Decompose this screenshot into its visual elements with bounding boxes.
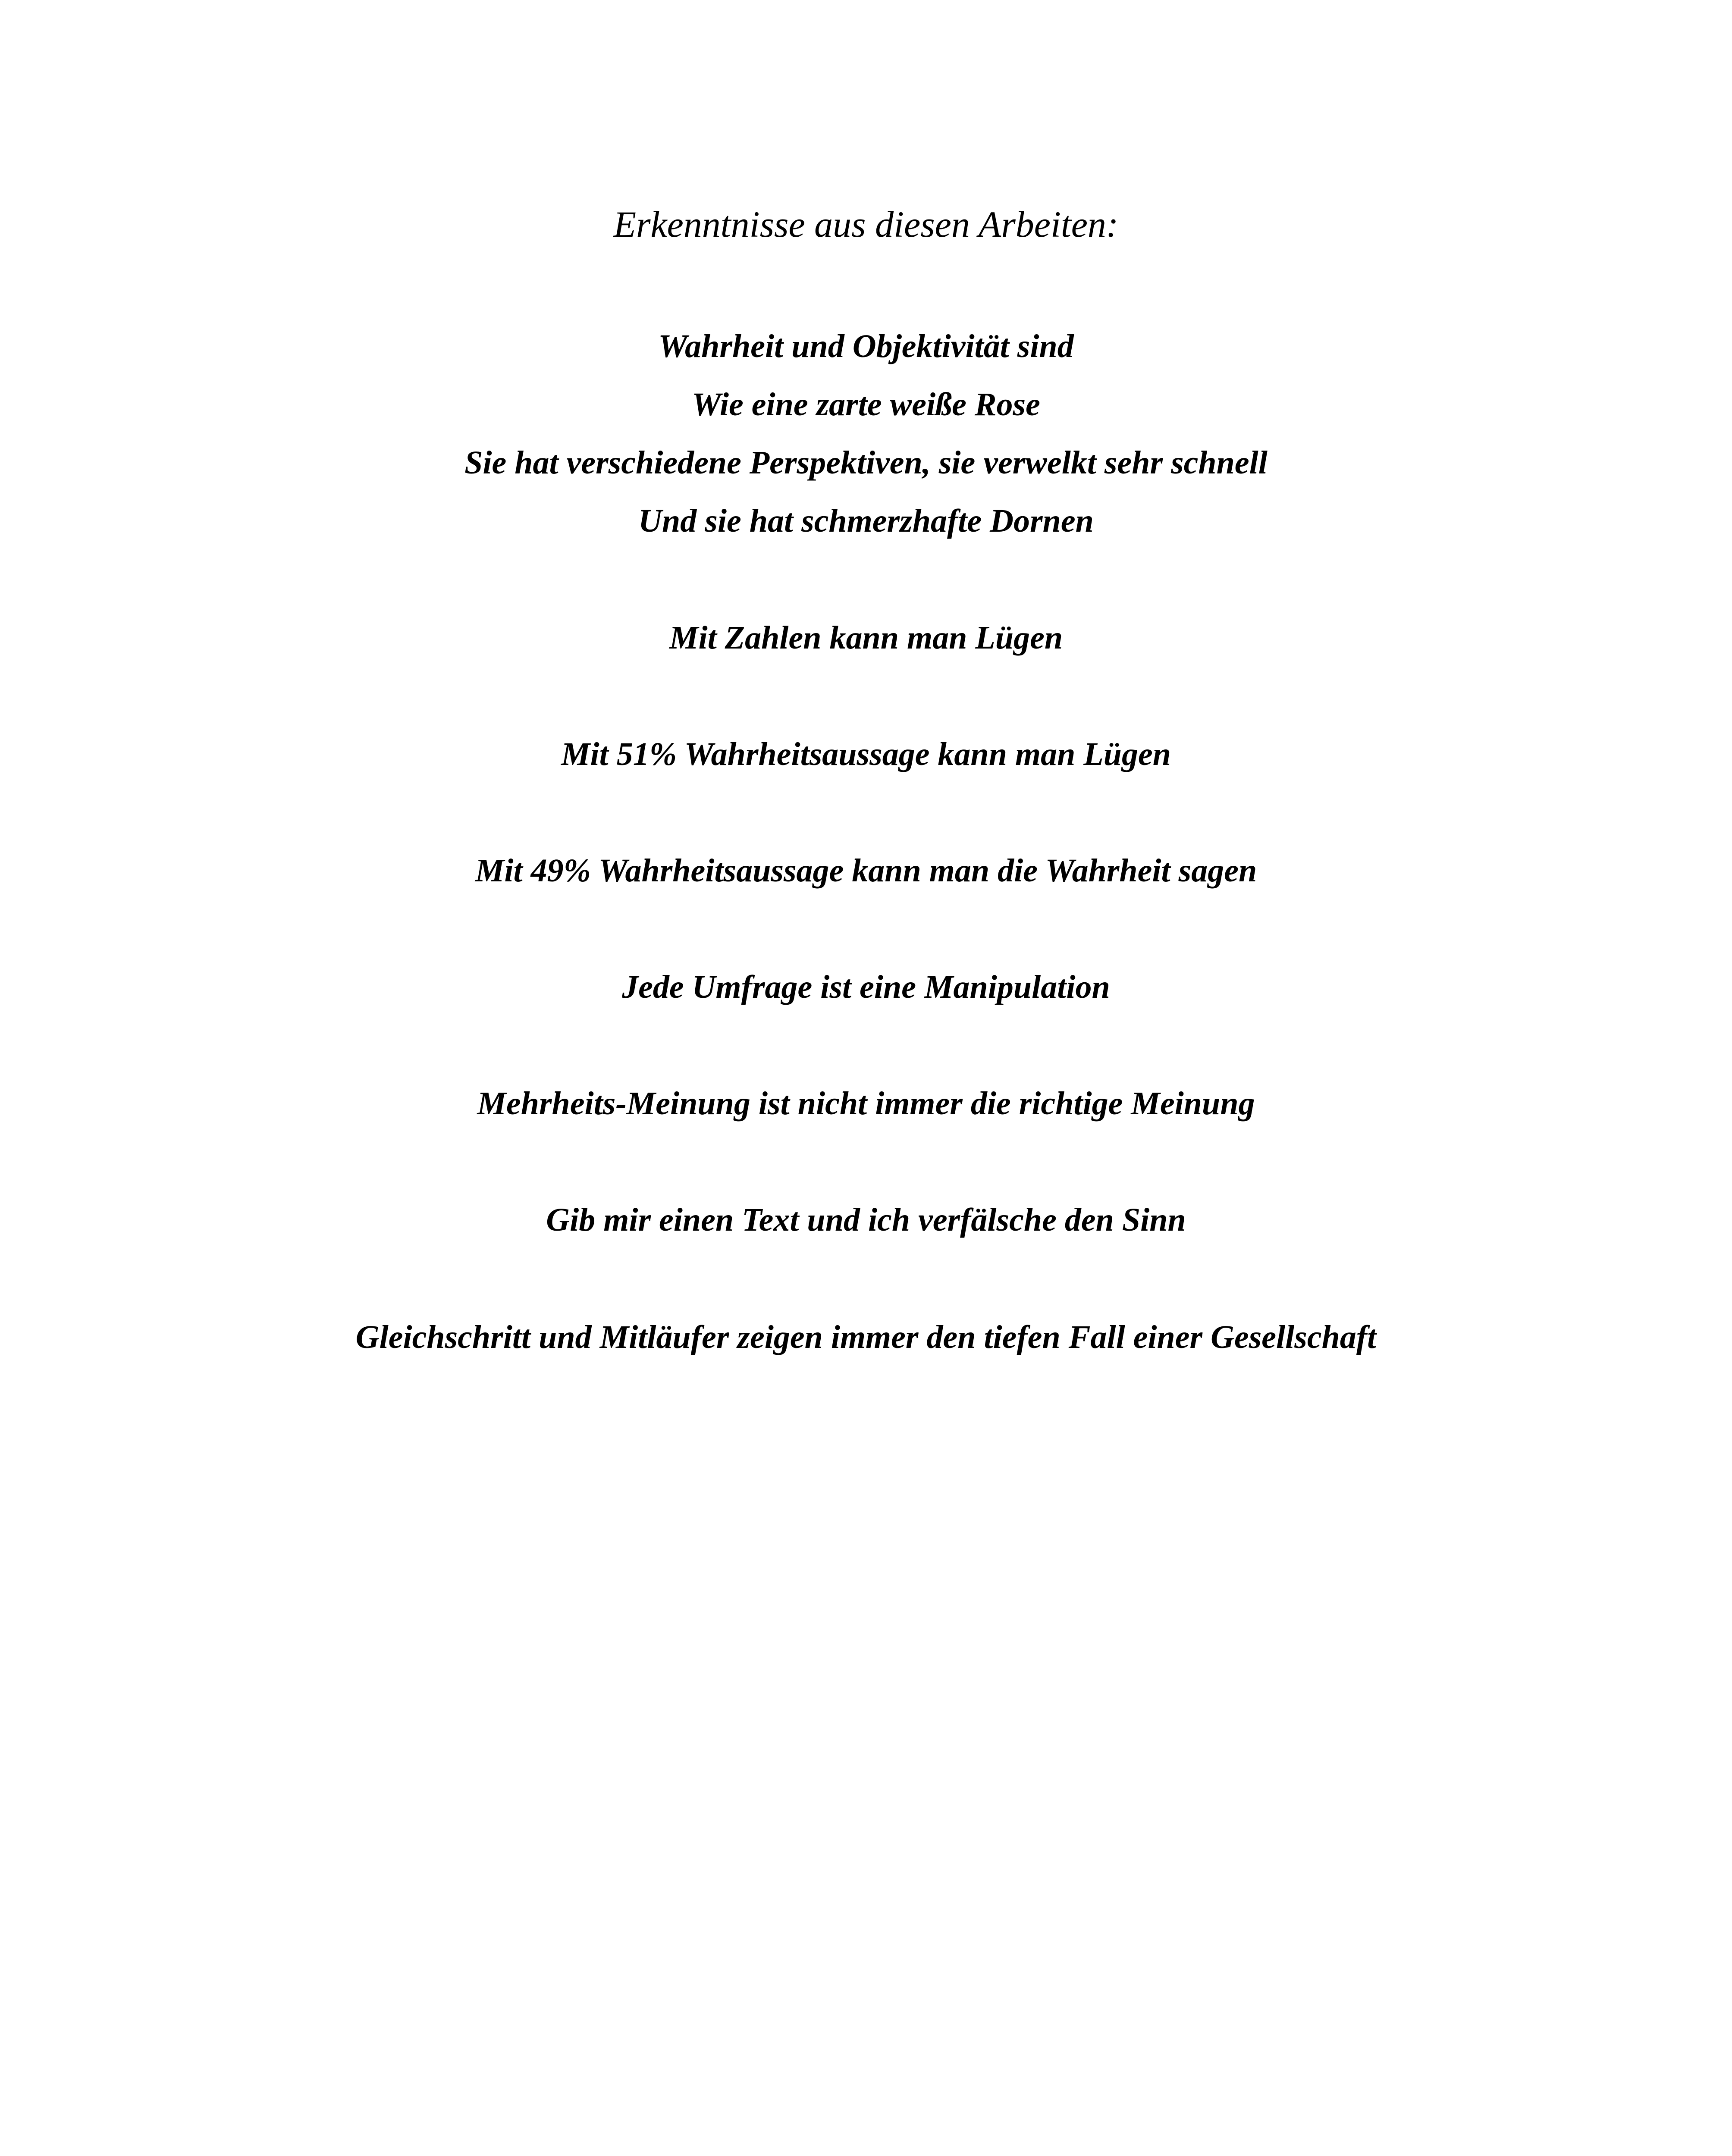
text-line: Mehrheits-Meinung ist nicht immer die richtige Meinung [477, 1085, 1255, 1122]
text-line: Wie eine zarte weiße Rose [692, 386, 1040, 423]
text-line: Jede Umfrage ist eine Manipulation [622, 969, 1110, 1005]
text-line: Mit 51% Wahrheitsaussage kann man Lügen [561, 736, 1171, 772]
text-line: Mit Zahlen kann man Lügen [669, 620, 1063, 656]
text-line: Wahrheit und Objektivität sind [658, 328, 1074, 364]
text-line: Mit 49% Wahrheitsaussage kann man die Wahrheit sagen [475, 852, 1257, 889]
text-line: Gib mir einen Text und ich verfälsche den Sinn [546, 1202, 1186, 1238]
text-line: Gleichschritt und Mitläufer zeigen immer den tiefen Fall einer Gesellschaft [355, 1319, 1377, 1355]
text-line: Und sie hat schmerzhafte Dornen [638, 503, 1094, 539]
text-line: Sie hat verschiedene Perspektiven, sie verwelkt sehr schnell [464, 445, 1268, 481]
document-title: Erkenntnisse aus diesen Arbeiten: [613, 204, 1119, 245]
